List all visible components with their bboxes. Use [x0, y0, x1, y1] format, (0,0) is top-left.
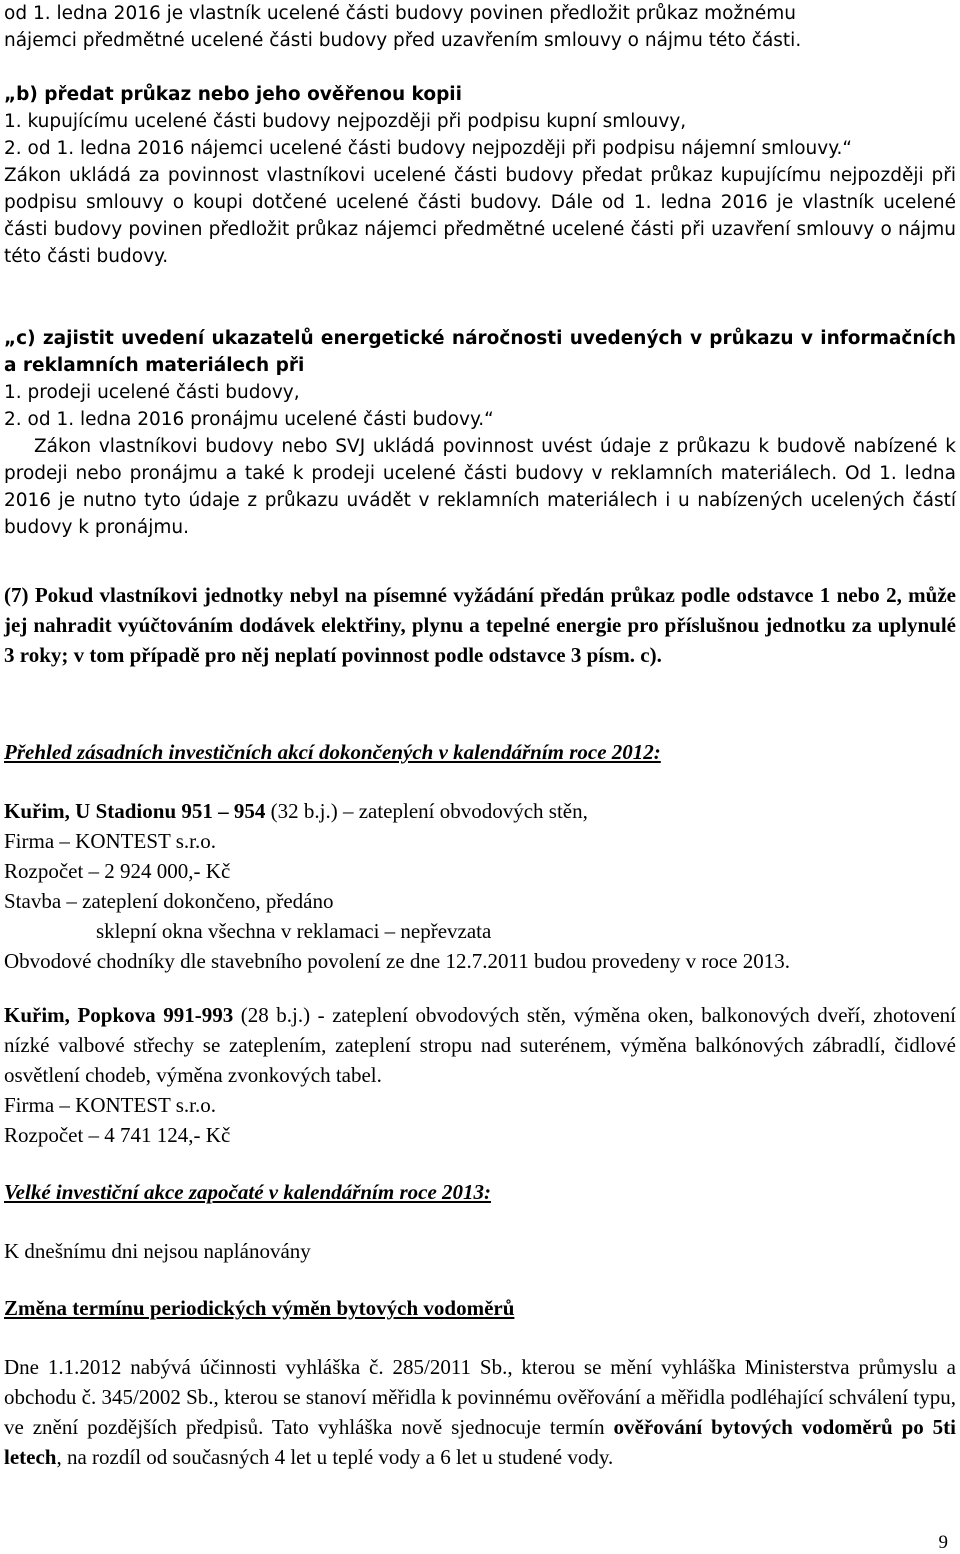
project-popkova-firm: Firma – KONTEST s.r.o. — [4, 1093, 216, 1117]
vodomery-paragraph — [4, 1352, 956, 1472]
paragraph-7: (7) Pokud vlastníkovi jednotky nebyl na písemné vyžádání předán průkaz podle odstavce 1 nebo 2, může jej nahradit vyúčtováním dodávek elektřiny, plynu a tepelné energie pro příslušnou jednotku za uplynulé 3 roky; v tom případě pro něj neplatí povinnost podle odstavce 3 písm. c). — [4, 583, 956, 667]
project-stadionu-chodniky: Obvodové chodníky dle stavebního povolení ze dne 12.7.2011 budou provedeny v roce 2013. — [4, 949, 790, 973]
project-stadionu-title — [4, 796, 956, 826]
section-c-item-1: 1. prodeji ucelené části budovy, — [4, 382, 300, 403]
heading-2012-text: Přehled zásadních investičních akcí dokončených v kalendářním roce 2012: — [4, 740, 661, 764]
heading-2012 — [4, 737, 956, 767]
section-b-heading: „b) předat průkaz nebo jeho ověřenou kopii — [4, 84, 462, 105]
project-stadionu-stavba: Stavba – zateplení dokončeno, předáno — [4, 889, 334, 913]
section-c-heading: „c) zajistit uvedení ukazatelů energetické náročnosti uvedených v průkazu v informačních a reklamních materiálech při — [4, 328, 956, 376]
vodomery-text-2: , na rozdíl od současných 4 let u teplé vody a 6 let u studené vody. — [56, 1445, 614, 1469]
section-b-item-1: 1. kupujícímu ucelené části budovy nejpozději při podpisu kupní smlouvy, — [4, 111, 687, 132]
project-stadionu-firm: Firma – KONTEST s.r.o. — [4, 829, 216, 853]
intro-line-1: od 1. ledna 2016 je vlastník ucelené části budovy povinen předložit průkaz možnému — [4, 3, 797, 24]
project-stadionu-name: Kuřim, U Stadionu 951 – 954 — [4, 799, 266, 823]
project-stadionu-budget: Rozpočet – 2 924 000,- Kč — [4, 859, 231, 883]
heading-2013-text: Velké investiční akce započaté v kalendářním roce 2013: — [4, 1180, 492, 1204]
section-b-item-2: 2. od 1. ledna 2016 nájemci ucelené části budovy nejpozději při podpisu nájemní smlouvy.“ — [4, 138, 853, 159]
project-stadionu-note: sklepní okna všechna v reklamaci – nepřevzata — [96, 919, 492, 943]
section-b-explanation: Zákon ukládá za povinnost vlastníkovi ucelené části budovy předat průkaz kupujícímu nejpozději při podpisu smlouvy o koupi dotčené ucelené části budovy. Dále od 1. ledna 2016 je vlastník ucelené části budovy povinen předložit průkaz nájemci předmětné ucelené části při uzavření smlouvy o nájmu této části budovy. — [4, 165, 956, 267]
intro-paragraph — [4, 0, 956, 54]
vodomery-bold: ověřování bytových vodoměrů po 5ti letech — [4, 1415, 956, 1469]
heading-vodomery — [4, 1293, 956, 1323]
vodomery-text-1: Dne 1.1.2012 nabývá účinnosti vyhláška č. 285/2011 Sb., kterou se mění vyhláška Ministerstva průmyslu a obchodu č. 345/2002 Sb., kterou se stanoví měřidla k povinnému ověřování a měřidla podléhající schválení typu, ve znění pozdějších předpisů. Tato vyhláška nově sjednocuje termín — [4, 1355, 956, 1439]
project-popkova-title — [4, 1000, 956, 1090]
intro-line-2: nájemci předmětné ucelené části budovy před uzavřením smlouvy o nájmu této části. — [4, 30, 802, 51]
project-stadionu — [4, 796, 956, 976]
heading-vodomery-text: Změna termínu periodických výměn bytových vodoměrů — [4, 1296, 515, 1320]
project-popkova-name: Kuřim, Popkova 991-993 — [4, 1003, 234, 1027]
section-b — [4, 81, 956, 270]
page-number: 9 — [938, 1532, 948, 1553]
project-popkova-desc: (28 b.j.) - zateplení obvodových stěn, výměna oken, balkonových dveří, zhotovení nízké valbové střechy se zateplením, zateplení stropu nad suterénem, výměna balkónových zábradlí, čidlové osvětlení chodeb, výměna zvonkových tabel. — [4, 1003, 957, 1087]
project-popkova-budget: Rozpočet – 4 741 124,- Kč — [4, 1123, 231, 1147]
section-c-explanation: Zákon vlastníkovi budovy nebo SVJ ukládá povinnost uvést údaje z průkazu k budově nabízené k prodeji nebo pronájmu a také k prodeji ucelené části budovy v reklamních materiálech. Od 1. ledna 2016 je nutno tyto údaje z průkazu uvádět v reklamních materiálech i u nabízených ucelených částí budovy k pronájmu. — [4, 436, 956, 538]
project-popkova — [4, 1000, 956, 1150]
heading-2013 — [4, 1177, 956, 1207]
section-c-item-2: 2. od 1. ledna 2016 pronájmu ucelené části budovy.“ — [4, 409, 494, 430]
project-stadionu-desc: (32 b.j.) – zateplení obvodových stěn, — [265, 799, 588, 823]
section-c — [4, 325, 956, 541]
none-planned: K dnešnímu dni nejsou naplánovány — [4, 1239, 311, 1263]
